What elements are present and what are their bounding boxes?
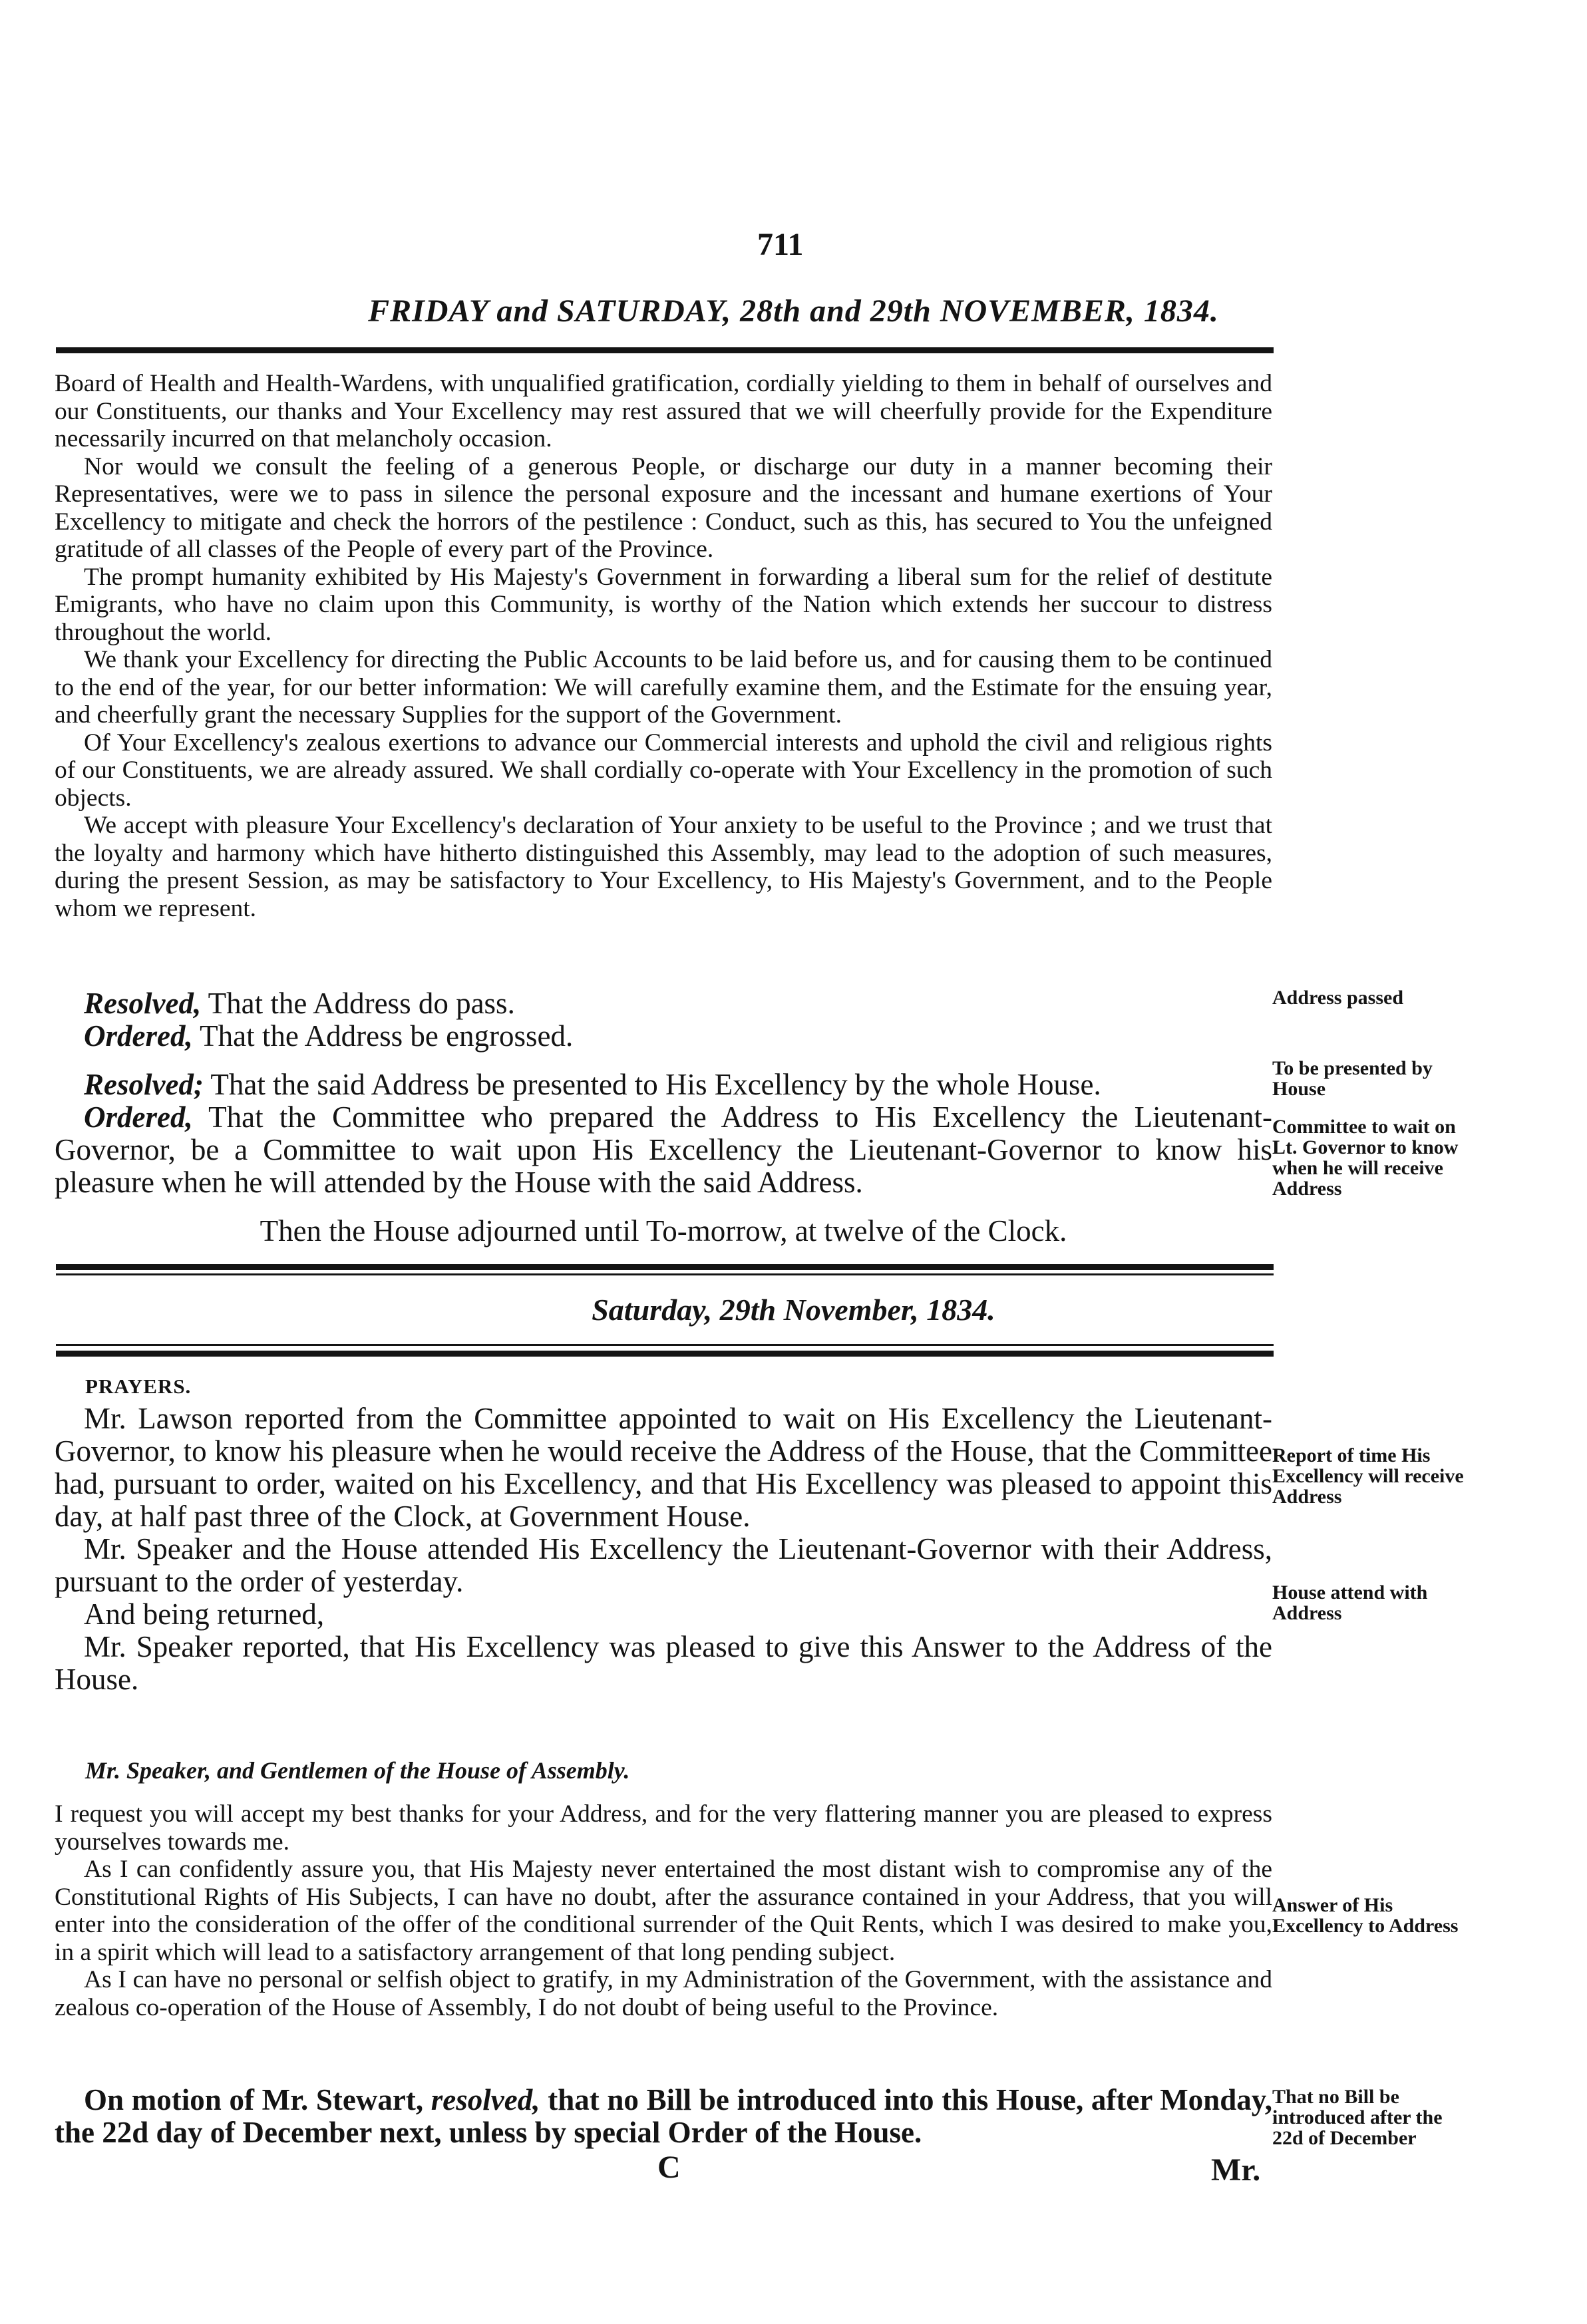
signature-mark: C (657, 2150, 681, 2185)
section-rule (56, 1273, 1274, 1275)
address-paragraph: We accept with pleasure Your Excellency's declaration of Your anxiety to be useful to the Province ; and we trust that the loyalty and harmony which have hitherto distinguished this Assembly, may lead to the adoption of such measures, during the present Session, as may be satisfactory to Your Excellency, to His Majesty's Government, and to the People whom we represent. (55, 812, 1272, 922)
answer-text (55, 1800, 1272, 2021)
resolution-pass (55, 987, 1272, 1053)
margin-note: Committee to wait on Lt. Governor to know when he will receive Address (1272, 1116, 1459, 1200)
margin-note: House attend with Address (1272, 1581, 1428, 1624)
resolved-text: That the said Address be presented to His Excellency by the whole House. (203, 1068, 1101, 1101)
answer-paragraph: As I can confidently assure you, that His Majesty never entertained the most distant wish to compromise any of the Constitutional Rights of His Subjects, I can have no doubt, after the assurance contained in your Address, that you will enter into the consideration of the offer of the conditional surrender of the Quit Rents, which I was desired to make you, in a spirit which will lead to a satisfactory arrangement of that long pending subject. (55, 1856, 1272, 1966)
address-paragraph: We thank your Excellency for directing the Public Accounts to be laid before us, and for causing them to be continued to the end of the year, for our better information: We will carefully examine them, and the Estimate for the ensuing year, and cheerfully grant the necessary Supplies for the support of the Government. (55, 646, 1272, 729)
resolution-present (55, 1069, 1272, 1199)
margin-note: Report of time His Excellency will receive Address (1272, 1444, 1464, 1508)
adjournment: Then the House adjourned until To-morrow, at twelve of the Clock. (260, 1214, 1067, 1247)
catchword: Mr. (1211, 2152, 1261, 2188)
address-paragraph: Board of Health and Health-Wardens, with unqualified gratification, cordially yielding to them in behalf of ourselves and our Constituents, our thanks and Your Excellency may rest assured that we will cheerfully provide for the Expenditure necessarily incurred on that melancholy occasion. (55, 370, 1272, 452)
saturday-proceedings (55, 1403, 1272, 1696)
ordered-label: Ordered, (84, 1019, 193, 1053)
running-head: FRIDAY and SATURDAY, 28th and 29th NOVEMBER, 1834. (368, 293, 1219, 329)
section-rule (56, 1351, 1274, 1357)
answer-salutation: Mr. Speaker, and Gentlemen of the House of Assembly. (85, 1757, 630, 1784)
resolved-text: That the Address do pass. (201, 987, 515, 1020)
page-number: 711 (757, 227, 804, 262)
speaker-attended: Mr. Speaker and the House attended His Excellency the Lieutenant-Governor with their Address, pursuant to the order of yesterday. (55, 1532, 1272, 1598)
ordered-label: Ordered, (84, 1100, 193, 1134)
stewart-motion: On motion of Mr. Stewart, resolved, that no Bill be introduced into this House, after Monday, the 22d day of December next, unless by special Order of the House. (55, 2083, 1272, 2149)
margin-note: Answer of His Excellency to Address (1272, 1894, 1459, 1937)
resolved-label: Resolved, (84, 987, 202, 1020)
margin-note: Address passed (1272, 987, 1404, 1009)
ordered-text: That the Committee who prepared the Address to His Excellency the Lieutenant-Governor, be a Committee to wait upon His Excellency the Lieutenant-Governor to know his pleasure when he will attended by the House with the said Address. (55, 1100, 1272, 1199)
day-heading: Saturday, 29th November, 1834. (592, 1293, 995, 1327)
ordered-text: That the Address be engrossed. (192, 1019, 574, 1053)
section-rule (56, 1264, 1274, 1270)
answer-paragraph: As I can have no personal or selfish object to gratify, in my Administration of the Government, with the assistance and zealous co-operation of the House of Assembly, I do not doubt of being useful to the Province. (55, 1966, 1272, 2021)
returned: And being returned, (84, 1597, 325, 1631)
address-continued (55, 370, 1272, 922)
margin-note: To be presented by House (1272, 1057, 1433, 1100)
header-rule (56, 347, 1274, 353)
prayers-label: PRAYERS. (85, 1375, 192, 1398)
address-paragraph: The prompt humanity exhibited by His Majesty's Government in forwarding a liberal sum for the relief of destitute Emigrants, who have no claim upon this Community, is worthy of the Nation which extends her succour to distress throughout the world. (55, 563, 1272, 646)
section-rule (56, 1344, 1274, 1346)
margin-note: That no Bill be introduced after the 22d of December (1272, 2086, 1443, 2149)
resolved-label: resolved, (431, 2083, 540, 2116)
address-paragraph: Nor would we consult the feeling of a generous People, or discharge our duty in a manner becoming their Representatives, were we to pass in silence the personal exposure and the incessant and humane exertions of Your Excellency to mitigate and check the horrors of the pestilence : Conduct, such as this, has secured to You the unfeigned gratitude of all classes of the People of every part of the Province. (55, 452, 1272, 563)
address-paragraph: Of Your Excellency's zealous exertions to advance our Commercial interests and uphold the civil and religious rights of our Constituents, we are already assured. We shall cordially co-operate with Your Excellency in the promotion of such objects. (55, 729, 1272, 812)
resolved-label: Resolved; (84, 1068, 204, 1101)
answer-paragraph: I request you will accept my best thanks for your Address, and for the very flattering manner you are pleased to express yourselves towards me. (55, 1800, 1272, 1856)
lawson-report: Mr. Lawson reported from the Committee appointed to wait on His Excellency the Lieutenant-Governor, to know his pleasure when he would receive the Address of the House, that the Committee had, pursuant to order, waited on his Excellency, and that His Excellency was pleased to appoint this day, at half past three of the Clock, at Government House. (55, 1402, 1272, 1533)
speaker-reported: Mr. Speaker reported, that His Excellency was pleased to give this Answer to the Address of the House. (55, 1630, 1272, 1696)
